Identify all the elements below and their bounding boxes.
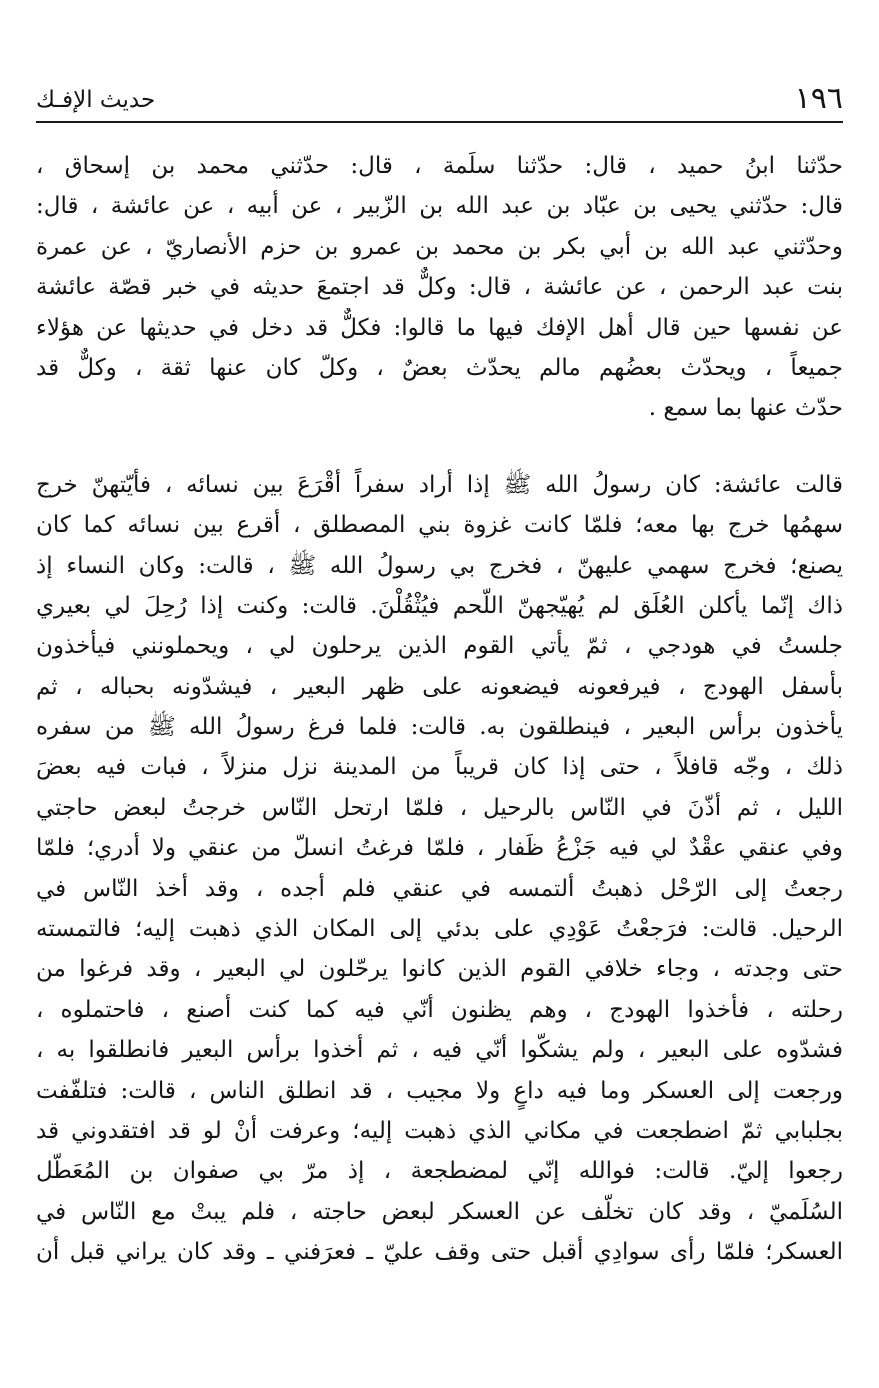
body-text bbox=[36, 146, 843, 1273]
text-line: قال: حدّثني يحيى بن عبّاد بن عبد الله بن الزّبير ، عن أبيه ، عن عائشة ، قال: bbox=[36, 193, 843, 220]
header-rule bbox=[36, 121, 843, 123]
text-line: يصنع؛ فخرج سهمي عليهنّ ، فخرج بي رسولُ الله ﷺ ، قالت: وكان النساء إذ bbox=[36, 552, 843, 579]
running-title: حديث الإفـك bbox=[36, 87, 156, 113]
text-line: يأخذون برأس البعير ، فينطلقون به. قالت: فلما فرغ رسولُ الله ﷺ من سفره bbox=[36, 714, 843, 741]
text-line: بأسفل الهودج ، فيرفعونه فيضعونه على ظهر البعير ، فيشدّونه بحباله ، ثم bbox=[36, 673, 843, 700]
isnad-paragraph bbox=[36, 146, 843, 429]
text-line: رجعوا إليّ. قالت: فوالله إنّي لمضطجعة ، إذ مرّ بي صفوان بن المُعَطّل bbox=[36, 1158, 843, 1185]
text-line: حدّثنا ابنُ حميد ، قال: حدّثنا سلَمة ، قال: حدّثني محمد بن إسحاق ، bbox=[36, 153, 843, 179]
text-line: ذاك إنّما يأكلن العُلَق لم يُهيّجهنّ اللّحم فيُثْقُلْنَ. قالت: وكنت إذا رُحِلَ لي بعيري bbox=[36, 592, 843, 619]
text-line: العسكر؛ فلمّا رأى سوادِي أقبل حتى وقف عليّ ـ فعرَفني ـ وقد كان يراني قبل أن bbox=[36, 1239, 843, 1266]
page-number: ١٩٦ bbox=[794, 81, 843, 116]
text-line: السُلَميّ ، وقد كان تخلّف عن العسكر لبعض حاجته ، فلم يبتْ مع النّاس في bbox=[36, 1198, 843, 1225]
text-line: فشدّوه على البعير ، ولم يشكّوا أنّي فيه ، ثم أخذوا برأس البعير فانطلقوا به ، bbox=[36, 1037, 843, 1064]
text-line: وفي عنقي عقْدٌ لي فيه جَزْعُ ظَفار ، فلمّا فرغتُ انسلّ من عنقي ولا أدري؛ فلمّا bbox=[36, 835, 843, 862]
text-line: بنت عبد الرحمن ، عن عائشة ، قال: وكلٌّ قد اجتمعَ حديثه في خبر قصّة عائشة bbox=[36, 274, 843, 301]
text-line: حدّث عنها بما سمع . bbox=[648, 395, 843, 422]
text-line: سهمُها خرج بها معه؛ فلمّا كانت غزوة بني المصطلق ، أقرع بين نسائه كما كان bbox=[36, 512, 843, 539]
text-line: الرحيل. قالت: فرَجعْتُ عَوْدِي على بدئي إلى المكان الذي ذهبت إليه؛ فالتمسته bbox=[36, 916, 843, 943]
text-line: الليل ، ثم أذّنَ في النّاس بالرحيل ، فلمّا ارتحل النّاس خرجتُ لبعض حاجتي bbox=[36, 794, 843, 821]
text-line: وحدّثني عبد الله بن أبي بكر بن محمد بن عمرو بن حزم الأنصاريّ ، عن عمرة bbox=[36, 233, 843, 260]
text-line: عن نفسها حين قال أهل الإفك فيها ما قالوا: فكلٌّ قد دخل في حديثها عن هؤلاء bbox=[36, 314, 843, 341]
text-line: جميعاً ، ويحدّث بعضُهم مالم يحدّث بعضٌ ، وكلّ كان عنها ثقة ، وكلٌّ قد bbox=[36, 354, 843, 381]
text-line: ذلك ، وجّه قافلاً ، حتى إذا كان قريباً من المدينة نزل منزلاً ، فبات فيه بعضَ bbox=[36, 754, 843, 781]
text-line: ورجعت إلى العسكر وما فيه داعٍ ولا مجيب ، قد انطلق الناس ، قالت: فتلفّفت bbox=[36, 1077, 843, 1104]
text-line: رحلته ، فأخذوا الهودج ، وهم يظنون أنّي فيه كما كنت أصنع ، فاحتملوه ، bbox=[36, 996, 843, 1023]
text-line: جلستُ في هودجي ، ثمّ يأتي القوم الذين يرحلون لي ، ويحملونني فيأخذون bbox=[36, 633, 843, 660]
text-line: قالت عائشة: كان رسولُ الله ﷺ إذا أراد سفراً أقْرَعَ بين نسائه ، فأيّتهنّ خرج bbox=[36, 471, 843, 498]
text-line: بجلبابي ثمّ اضطجعت في مكاني الذي ذهبت إليه؛ وعرفت أنْ لو قد افتقدوني قد bbox=[36, 1117, 843, 1144]
paragraph-gap bbox=[36, 429, 843, 465]
page-header bbox=[36, 82, 843, 118]
narration-paragraph bbox=[36, 465, 843, 1273]
text-line: حتى وجدته ، وجاء خلافي القوم الذين كانوا يرحّلون لي البعير ، وقد فرغوا من bbox=[36, 956, 843, 983]
text-line: رجعتُ إلى الرّحْل ذهبتُ ألتمسه في عنقي فلم أجده ، وقد أخذ النّاس في bbox=[36, 875, 843, 902]
